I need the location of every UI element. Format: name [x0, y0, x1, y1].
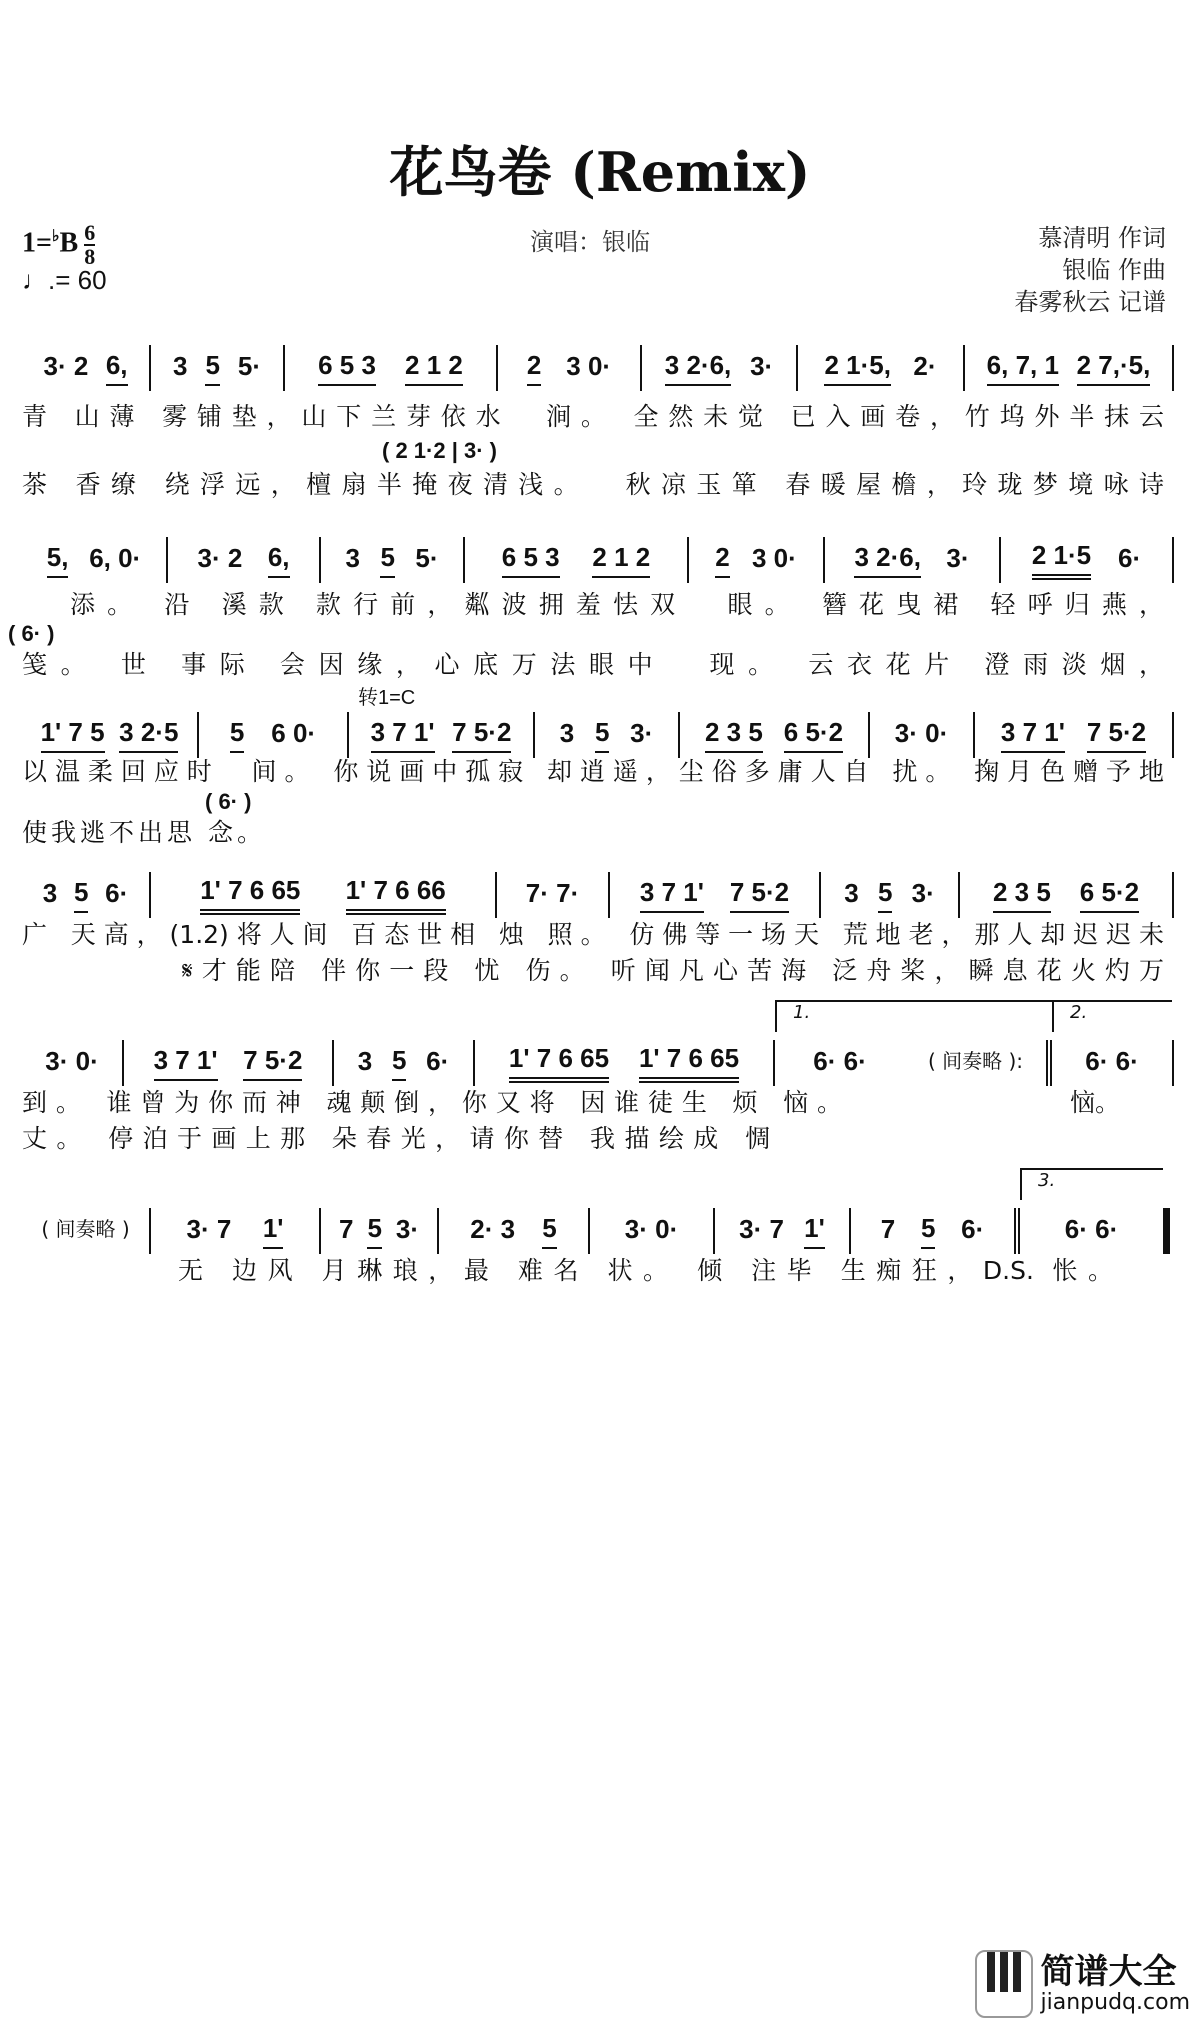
- note-group: 1': [263, 1213, 284, 1249]
- volta-bracket: 3.: [1020, 1168, 1163, 1200]
- note-group: 7 5·2: [452, 717, 511, 753]
- interlude-marking: ( 间奏略 ):: [927, 1049, 1024, 1073]
- note-group: 6 5 3: [502, 542, 560, 578]
- composer: 银临 作曲: [1062, 256, 1166, 284]
- lyrics-line: 无 边风 月琳琅，最 难名 状。 倾 注毕 生痴狂，D.S. 怅。: [178, 1256, 1113, 1285]
- measure: [321, 537, 465, 583]
- score-system-3: [22, 712, 1174, 758]
- note-group: 3: [42, 878, 58, 908]
- measure: [905, 1040, 1052, 1086]
- measure: [151, 872, 497, 918]
- measure: [199, 712, 349, 758]
- note-group: 1' 7 6 65: [639, 1043, 739, 1083]
- measure: [439, 1208, 590, 1254]
- lyrics-line-ending: 恼。: [1070, 1088, 1121, 1117]
- measure: [975, 712, 1174, 758]
- note-group: 6·: [105, 878, 129, 908]
- measure: [22, 345, 151, 391]
- note-group: 6· 6·: [813, 1046, 867, 1076]
- note-group: 6·: [426, 1046, 450, 1076]
- measure: [151, 345, 285, 391]
- note-group: 3 0·: [566, 351, 612, 381]
- lyrics-line: 使我逃不出思 念。: [22, 818, 262, 847]
- note-group: 5: [392, 1045, 406, 1081]
- measure: [798, 345, 965, 391]
- lyrics-line: 广 天高，(1.2)将人间 百态世相 烛 照。 仿佛等一场天 荒地老，那人却迟迟未: [22, 920, 1164, 949]
- alternate-notes: ( 6· ): [205, 789, 252, 814]
- tempo-marking: ♩.= 60: [22, 265, 107, 295]
- alternate-notes: ( 6· ): [8, 621, 55, 646]
- note-group: 3 2·5: [119, 717, 178, 753]
- note-group: 6· 6·: [1064, 1214, 1119, 1244]
- score-system-5: [22, 1002, 1174, 1086]
- note-group: 1' 7 6 65: [509, 1043, 609, 1083]
- note-group: 2·: [913, 351, 937, 381]
- measure: [642, 345, 798, 391]
- note-group: 3 7 1': [640, 877, 704, 913]
- measure: [465, 537, 689, 583]
- note-group: 2 3 5: [705, 717, 763, 753]
- note-group: 6·: [1117, 543, 1142, 573]
- measure: [22, 1040, 124, 1086]
- note-group: 3· 7: [739, 1214, 784, 1244]
- note-group: 3·: [911, 878, 935, 908]
- note-group: 1' 7 6 66: [346, 875, 446, 915]
- credits: [1014, 222, 1166, 318]
- alternate-notes: ( 2 1·2 | 3· ): [382, 438, 497, 463]
- measure: [475, 1040, 775, 1086]
- measure: [321, 1208, 439, 1254]
- lyrics-line: 丈。 停泊于画上那 朵春光，请你替 我描绘成 惆: [22, 1124, 770, 1153]
- note-group: 3· 0·: [894, 718, 949, 748]
- measure: [590, 1208, 715, 1254]
- flat-icon: ♭: [51, 228, 60, 246]
- transcriber: 春雾秋云 记谱: [1014, 288, 1166, 316]
- note-group: 5: [380, 542, 394, 578]
- note-group: 3 7 1': [154, 1045, 218, 1081]
- lyrics-line: 添。 沿 溪款 款行前，粼波拥羞怯双 眼。 簪花曳裙 轻呼归燕，: [70, 590, 1164, 619]
- lyrics-line: 青 山薄 雾铺垫，山下兰芽依水 涧。 全然未觉 已入画卷，竹坞外半抹云: [22, 402, 1164, 431]
- note-group: 6 5·2: [1080, 877, 1139, 913]
- key-note: B: [59, 227, 79, 259]
- score-system-2: [22, 537, 1174, 583]
- measure: [124, 1040, 334, 1086]
- note-group: 2 1·5: [1032, 540, 1091, 580]
- score-title: 花鸟卷 (Remix): [389, 140, 811, 204]
- measure: [22, 712, 199, 758]
- note-group: 5: [367, 1213, 381, 1249]
- logo-url: jianpudq.com: [1040, 1989, 1190, 2015]
- note-group: 2 1 2: [405, 350, 463, 386]
- measure: [960, 872, 1174, 918]
- modulation-marking: 转1=C: [358, 687, 416, 709]
- note-group: 5·: [237, 351, 262, 381]
- note-group: 3·: [750, 351, 774, 381]
- note-group: 3· 0·: [624, 1214, 679, 1244]
- logo-name: 简谱大全: [1040, 1951, 1177, 1992]
- note-group: 6·: [961, 1214, 985, 1244]
- measure: [1001, 537, 1174, 583]
- note-group: 5: [230, 717, 244, 753]
- note-group: 1': [804, 1213, 825, 1249]
- note-group: 5: [542, 1213, 556, 1249]
- note-group: 6,: [268, 542, 290, 578]
- key-signature: [22, 222, 95, 268]
- note-group: 5·: [415, 543, 439, 573]
- measure: [151, 1208, 321, 1254]
- note-group: 3: [172, 351, 188, 381]
- note-group: 2 7,·5,: [1077, 350, 1151, 386]
- measure: [22, 1208, 151, 1254]
- note-group: 5: [595, 717, 609, 753]
- lyrics-line: 茶 香缭 绕浮远，檀扇半掩夜清浅。 秋凉玉箪 春暖屋檐，玲珑梦境咏诗: [22, 470, 1164, 499]
- note-group: 7: [338, 1214, 354, 1244]
- note-group: 6 5 3: [318, 350, 376, 386]
- note-group: 1' 7 5: [41, 717, 105, 753]
- note-group: 7: [880, 1214, 896, 1244]
- measure: [821, 872, 960, 918]
- interlude-marking: ( 间奏略 ): [41, 1217, 130, 1241]
- time-denominator: 8: [84, 244, 96, 269]
- note-group: 3· 2: [197, 543, 243, 573]
- measure: [334, 1040, 475, 1086]
- measure: [870, 712, 975, 758]
- key-label: 1=: [22, 227, 52, 259]
- note-group: 3·: [395, 1214, 420, 1244]
- note-group: 3 0·: [751, 543, 797, 573]
- measure: [22, 537, 168, 583]
- note-group: 2: [527, 350, 541, 386]
- measure: [349, 712, 535, 758]
- note-group: 6· 6·: [1085, 1046, 1139, 1076]
- measure: [285, 345, 498, 391]
- note-group: 3: [844, 878, 859, 908]
- note-group: 7· 7·: [525, 878, 580, 908]
- note-group: 3· 0·: [45, 1046, 99, 1076]
- measure: [965, 345, 1174, 391]
- note-group: 3: [345, 543, 360, 573]
- time-signature: [84, 222, 95, 268]
- note-group: 7 5·2: [1087, 717, 1146, 753]
- note-group: 5: [921, 1213, 935, 1249]
- piano-icon: [975, 1950, 1033, 2018]
- score-system-1: [22, 345, 1174, 391]
- note-group: 6 5·2: [784, 717, 843, 753]
- note-group: 5: [74, 877, 88, 913]
- note-group: 3· 7: [186, 1214, 232, 1244]
- note-group: 2 1 2: [592, 542, 650, 578]
- measure: [851, 1208, 1020, 1254]
- note-group: 3 2·6,: [854, 542, 921, 578]
- note-group: 7 5·2: [730, 877, 789, 913]
- measure: [497, 872, 610, 918]
- note-group: 3: [559, 718, 575, 748]
- lyrics-line: 以温柔回应时 间。 你说画中孤寂 却逍遥，尘俗多庸人自 扰。 掬月色赠予地: [22, 757, 1164, 786]
- note-group: 6 0·: [271, 718, 317, 748]
- measure: [715, 1208, 851, 1254]
- note-group: 7 5·2: [243, 1045, 302, 1081]
- score-system-6: [22, 1170, 1174, 1254]
- volta-bracket: 2.: [1052, 1000, 1172, 1032]
- measure: [1020, 1170, 1170, 1254]
- volta-bracket: 1.: [775, 1000, 1052, 1032]
- time-numerator: 6: [84, 220, 96, 245]
- note-group: 6, 0·: [89, 543, 142, 573]
- note-group: 3· 2: [43, 351, 89, 381]
- note-group: 1' 7 6 65: [200, 875, 300, 915]
- measure: [689, 537, 825, 583]
- singer: 演唱：银临: [530, 228, 650, 256]
- measure: [775, 1002, 905, 1086]
- measure: [22, 872, 151, 918]
- lyrics-line: 到。 谁曾为你而神 魂颠倒，你又将 因谁徒生 烦 恼。: [22, 1088, 842, 1117]
- note-group: 3·: [946, 543, 970, 573]
- measure: [610, 872, 821, 918]
- lyrics-line: 笺。 世 事际 会因缘，心底万法眼中 现。 云衣花片 澄雨淡烟，: [22, 650, 1164, 679]
- measure: [168, 537, 321, 583]
- score-system-4: [22, 872, 1174, 918]
- lyricist: 慕清明 作词: [1038, 224, 1166, 252]
- note-group: 3 7 1': [371, 717, 435, 753]
- note-group: 3 7 1': [1001, 717, 1065, 753]
- note-group: 2 1·5,: [824, 350, 891, 386]
- note-group: 5,: [47, 542, 69, 578]
- note-group: 6, 7, 1: [987, 350, 1059, 386]
- site-logo: [975, 1950, 1190, 2018]
- measure: [680, 712, 870, 758]
- measure: [1052, 1002, 1174, 1086]
- note-group: 3: [357, 1046, 373, 1076]
- measure: [825, 537, 1001, 583]
- note-group: 3·: [630, 718, 654, 748]
- measure: [498, 345, 642, 391]
- note-group: 2 3 5: [993, 877, 1051, 913]
- note-group: 3 2·6,: [665, 350, 732, 386]
- measure: [535, 712, 680, 758]
- note-group: 2: [715, 542, 729, 578]
- lyrics-line: 𝄋才能陪 伴你一段 忧 伤。 听闻凡心苦海 泛舟桨，瞬息花火灼万: [182, 956, 1164, 985]
- note-group: 5: [878, 877, 892, 913]
- note-group: 6,: [106, 350, 128, 386]
- note-group: 5: [205, 350, 219, 386]
- note-group: 2· 3: [470, 1214, 516, 1244]
